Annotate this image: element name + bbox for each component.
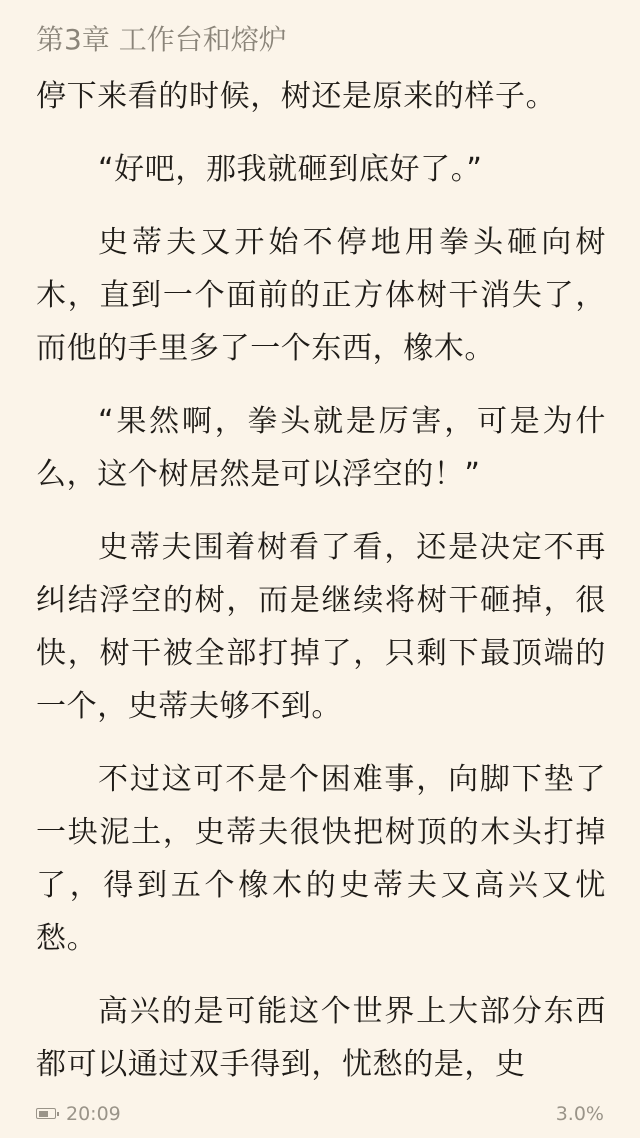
reading-content[interactable] <box>36 70 606 1111</box>
reader-status-bar <box>36 1102 604 1126</box>
battery-icon <box>36 1108 56 1119</box>
clock-time: 20:09 <box>66 1103 121 1125</box>
paragraph: 史蒂夫又开始不停地用拳头砸向树木，直到一个面前的正方体树干消失了，而他的手里多了一个东西，橡木。 <box>36 225 606 366</box>
paragraph: 史蒂夫围着树看了看，还是决定不再纠结浮空的树，而是继续将树干砸掉，很快，树干被全部打掉了，只剩下最顶端的一个，史蒂夫够不到。 <box>36 530 606 724</box>
paragraph: “好吧，那我就砸到底好了。” <box>98 152 483 187</box>
paragraph: 不过这可不是个困难事，向脚下垫了一块泥土，史蒂夫很快把树顶的木头打掉了，得到五个橡木的史蒂夫又高兴又忧愁。 <box>36 762 606 956</box>
chapter-title: 第3章 工作台和熔炉 <box>36 23 287 56</box>
paragraph: 停下来看的时候，树还是原来的样子。 <box>36 79 557 114</box>
paragraph: 高兴的是可能这个世界上大部分东西都可以通过双手得到，忧愁的是，史 <box>36 994 606 1082</box>
paragraph: “果然啊，拳头就是厉害，可是为什么，这个树居然是可以浮空的！” <box>36 404 606 492</box>
reading-progress: 3.0% <box>555 1103 604 1125</box>
